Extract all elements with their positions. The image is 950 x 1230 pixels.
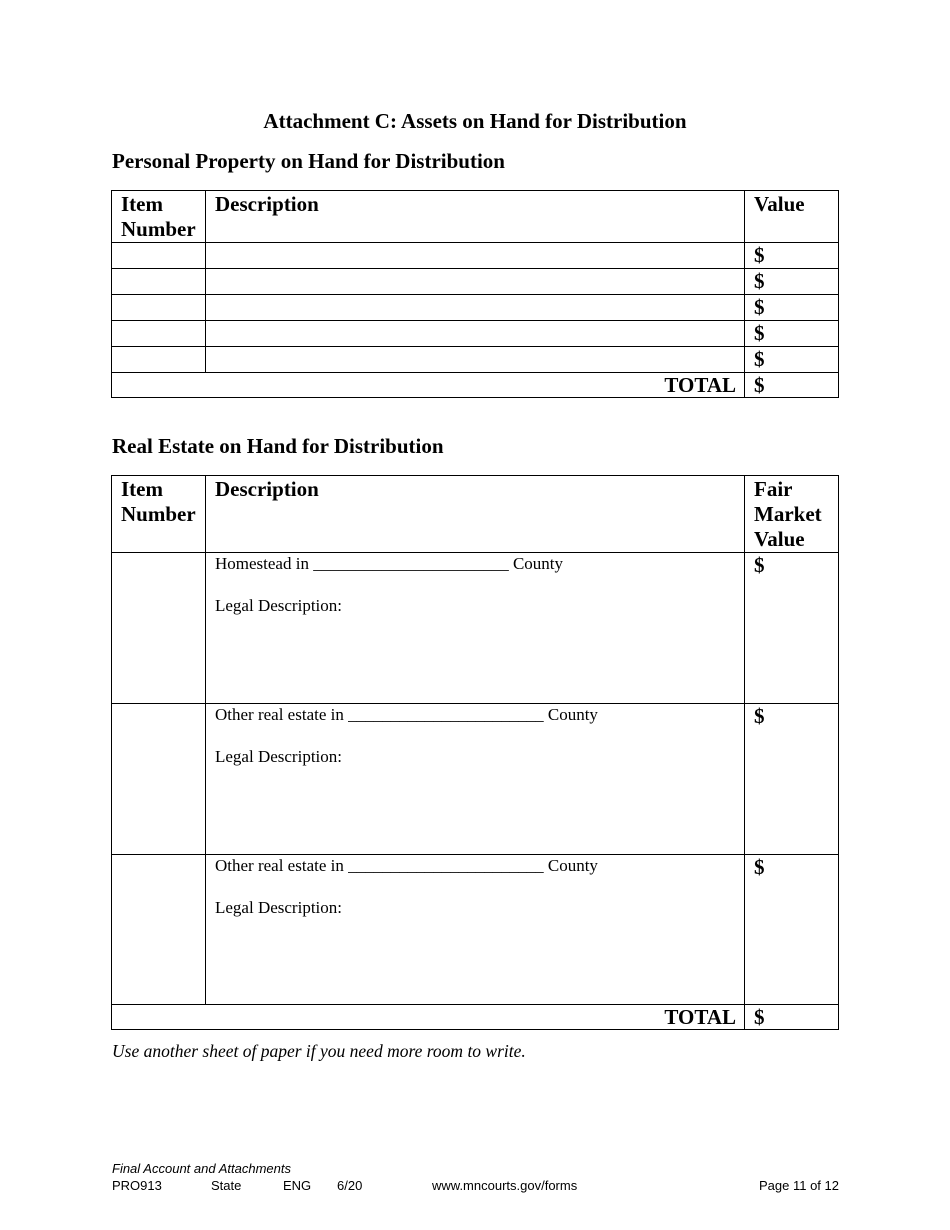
table-row	[112, 269, 839, 295]
footer-form-title: Final Account and Attachments	[112, 1161, 291, 1176]
legal-description-label: Legal Description:	[215, 596, 342, 615]
item-number-cell[interactable]	[112, 295, 206, 321]
value-cell[interactable]: $	[745, 321, 839, 347]
description-cell[interactable]	[206, 553, 745, 704]
footer-jurisdiction: State	[211, 1178, 242, 1193]
column-header-value: Value	[745, 191, 839, 243]
column-header-description: Description	[206, 191, 745, 243]
real-estate-table	[111, 475, 839, 1030]
description-cell[interactable]	[206, 347, 745, 373]
item-number-cell[interactable]	[112, 321, 206, 347]
personal-property-table	[111, 190, 839, 398]
footer-page-number: Page 11 of 12	[759, 1178, 839, 1193]
legal-description-label: Legal Description:	[215, 898, 342, 917]
item-number-cell[interactable]	[112, 243, 206, 269]
total-row	[112, 373, 839, 398]
total-label: TOTAL	[112, 373, 745, 398]
description-cell[interactable]	[206, 243, 745, 269]
table-row	[112, 295, 839, 321]
description-cell[interactable]	[206, 704, 745, 855]
real-estate-heading: Real Estate on Hand for Distribution	[112, 434, 444, 458]
total-value-cell[interactable]: $	[745, 1005, 839, 1030]
footer-meta	[112, 1178, 839, 1194]
value-cell[interactable]: $	[745, 269, 839, 295]
value-cell[interactable]: $	[745, 295, 839, 321]
item-number-cell[interactable]	[112, 553, 206, 704]
value-cell[interactable]: $	[745, 855, 839, 1005]
value-cell[interactable]: $	[745, 243, 839, 269]
footer-form-code: PRO913	[112, 1178, 162, 1193]
total-value-cell[interactable]: $	[745, 373, 839, 398]
personal-property-heading: Personal Property on Hand for Distribution	[112, 149, 505, 173]
table-row	[112, 855, 839, 1005]
table-row	[112, 553, 839, 704]
property-location: Homestead in _______________________ County	[215, 554, 564, 573]
table-row	[112, 321, 839, 347]
footer-revision: 6/20	[337, 1178, 363, 1193]
total-label: TOTAL	[112, 1005, 745, 1030]
item-number-cell[interactable]	[112, 855, 206, 1005]
description-cell[interactable]	[206, 855, 745, 1005]
value-cell[interactable]: $	[745, 704, 839, 855]
column-header-item-number: Item Number	[112, 191, 206, 243]
item-number-cell[interactable]	[112, 269, 206, 295]
legal-description-label: Legal Description:	[215, 747, 342, 766]
footer-language: ENG	[283, 1178, 312, 1193]
table-header-row	[112, 476, 839, 553]
table-row	[112, 704, 839, 855]
description-cell[interactable]	[206, 295, 745, 321]
table-header-row	[112, 191, 839, 243]
value-cell[interactable]: $	[745, 347, 839, 373]
item-number-cell[interactable]	[112, 704, 206, 855]
table-row	[112, 243, 839, 269]
total-row	[112, 1005, 839, 1030]
footer-url[interactable]: www.mncourts.gov/forms	[432, 1178, 578, 1193]
description-cell[interactable]	[206, 321, 745, 347]
property-location: Other real estate in _______________________ County	[215, 705, 598, 724]
page-title: Attachment C: Assets on Hand for Distribution	[263, 109, 687, 133]
item-number-cell[interactable]	[112, 347, 206, 373]
column-header-fair-market-value: Fair Market Value	[745, 476, 839, 553]
column-header-item-number: Item Number	[112, 476, 206, 553]
table-row	[112, 347, 839, 373]
value-cell[interactable]: $	[745, 553, 839, 704]
description-cell[interactable]	[206, 269, 745, 295]
property-location: Other real estate in _______________________ County	[215, 856, 598, 875]
column-header-description: Description	[206, 476, 745, 553]
instruction-note: Use another sheet of paper if you need more room to write.	[112, 1041, 526, 1061]
